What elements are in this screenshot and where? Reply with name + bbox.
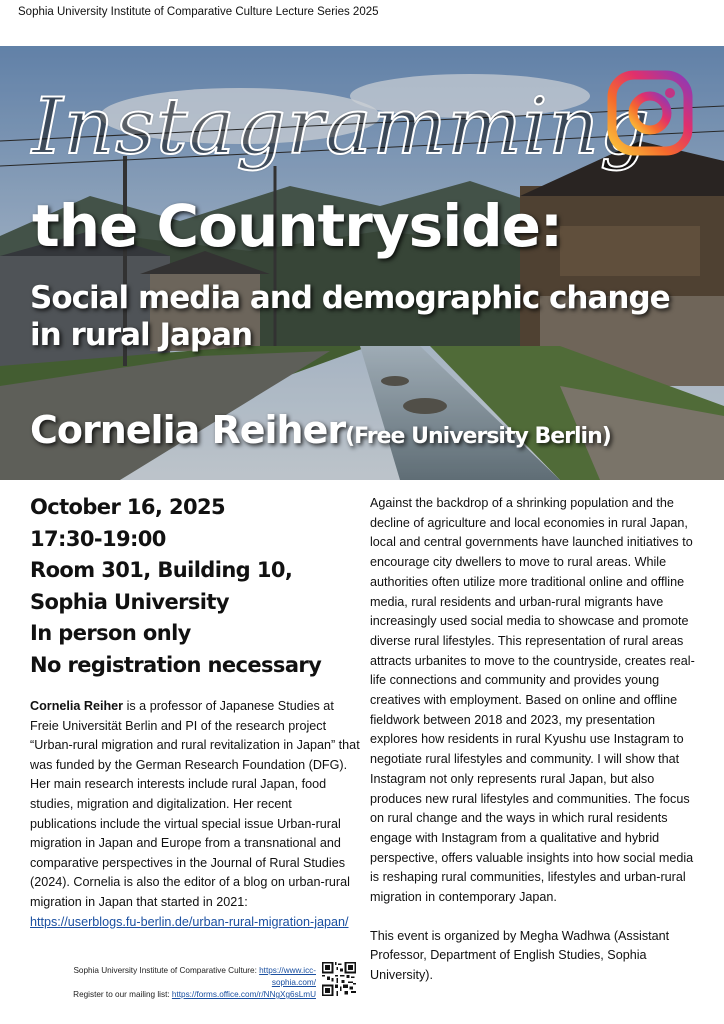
- icc-link[interactable]: https://www.icc-sophia.com/: [259, 966, 316, 987]
- event-date: October 16, 2025: [30, 495, 226, 519]
- title-bold: the Countryside:: [32, 192, 563, 260]
- abstract-paragraph: Against the backdrop of a shrinking population and the decline of agriculture and local economies in rural Japan, local and central governments have launched initiatives to encourage city dwellers to move to rural areas. While authorities often utilize more traditional online and offline media, rural residents and urban-rural migrants have increasingly used social media to showcase and promote diverse rural lifestyles. This representation of rural areas attracts urbanites to move to the countryside, creates real-life connections and community and provides young creatives with employment. Based on online and offline fieldwork between 2018 and 2023, my presentation explores how residents in rural Kyushu use Instagram to negotiate rural lifestyles and community. I will show that Instagram not only represents rural Japan, but also produces new rural lifestyles and communities. The focus on rural change and the ways in which rural residents engage with Instagram from a qualitative and hybrid perspective, offers valuable insights into how social media is reshaping rural communities, lifestyles and urban-rural migration in contemporary Japan.: [370, 496, 695, 905]
- event-registration: No registration necessary: [30, 652, 322, 677]
- subtitle: Social media and demographic change in rural Japan: [30, 280, 670, 353]
- speaker-bio: [30, 697, 360, 932]
- organizer-note: This event is organized by Megha Wadhwa (Assistant Professor, Department of English Studies, Sophia University).: [370, 928, 670, 983]
- event-venue: Sophia University: [30, 589, 229, 614]
- mailing-list-link[interactable]: https://forms.office.com/r/NNgXg6sLmU: [171, 990, 316, 999]
- event-room: Room 301, Building 10,: [30, 558, 293, 582]
- event-time: 17:30-19:00: [30, 526, 166, 551]
- left-column: [30, 492, 360, 932]
- qr-code-icon[interactable]: [322, 962, 356, 996]
- event-details: [30, 492, 360, 681]
- instagram-logo-icon: [607, 70, 693, 156]
- title-script: Instagramming: [32, 82, 651, 172]
- footer-links: [40, 965, 316, 1001]
- event-mode: In person only: [30, 621, 191, 645]
- speaker-affiliation: (Free University Berlin): [345, 424, 611, 449]
- hero-banner: [0, 46, 724, 480]
- bio-text: is a professor of Japanese Studies at Freie Universität Berlin and PI of the research project “Urban-rural migration and rural revitalization in Japan” that was funded by the German Research Foundation (DFG). Her main research interests include rural Japan, food studies, migration and digitalization. Her recent publications include the virtual special issue Urban-rural migration in Japan and Europe from a transnational and comparative perspectives in the Journal of Rural Studies (2024). Cornelia is also the editor of a blog on urban-rural migration in Japan that started in 2021:: [30, 699, 360, 909]
- speaker-name: Cornelia Reiher: [30, 408, 346, 452]
- abstract-column: [370, 494, 700, 986]
- bio-name: Cornelia Reiher: [30, 699, 124, 713]
- lecture-series-header: Sophia University Institute of Comparative Culture Lecture Series 2025: [18, 6, 379, 18]
- icc-label: Sophia University Institute of Comparative Culture:: [73, 966, 260, 975]
- speaker-line: [30, 408, 611, 452]
- mailing-label: Register to our mailing list:: [73, 990, 172, 999]
- blog-link[interactable]: https://userblogs.fu-berlin.de/urban-rural-migration-japan/: [30, 914, 349, 929]
